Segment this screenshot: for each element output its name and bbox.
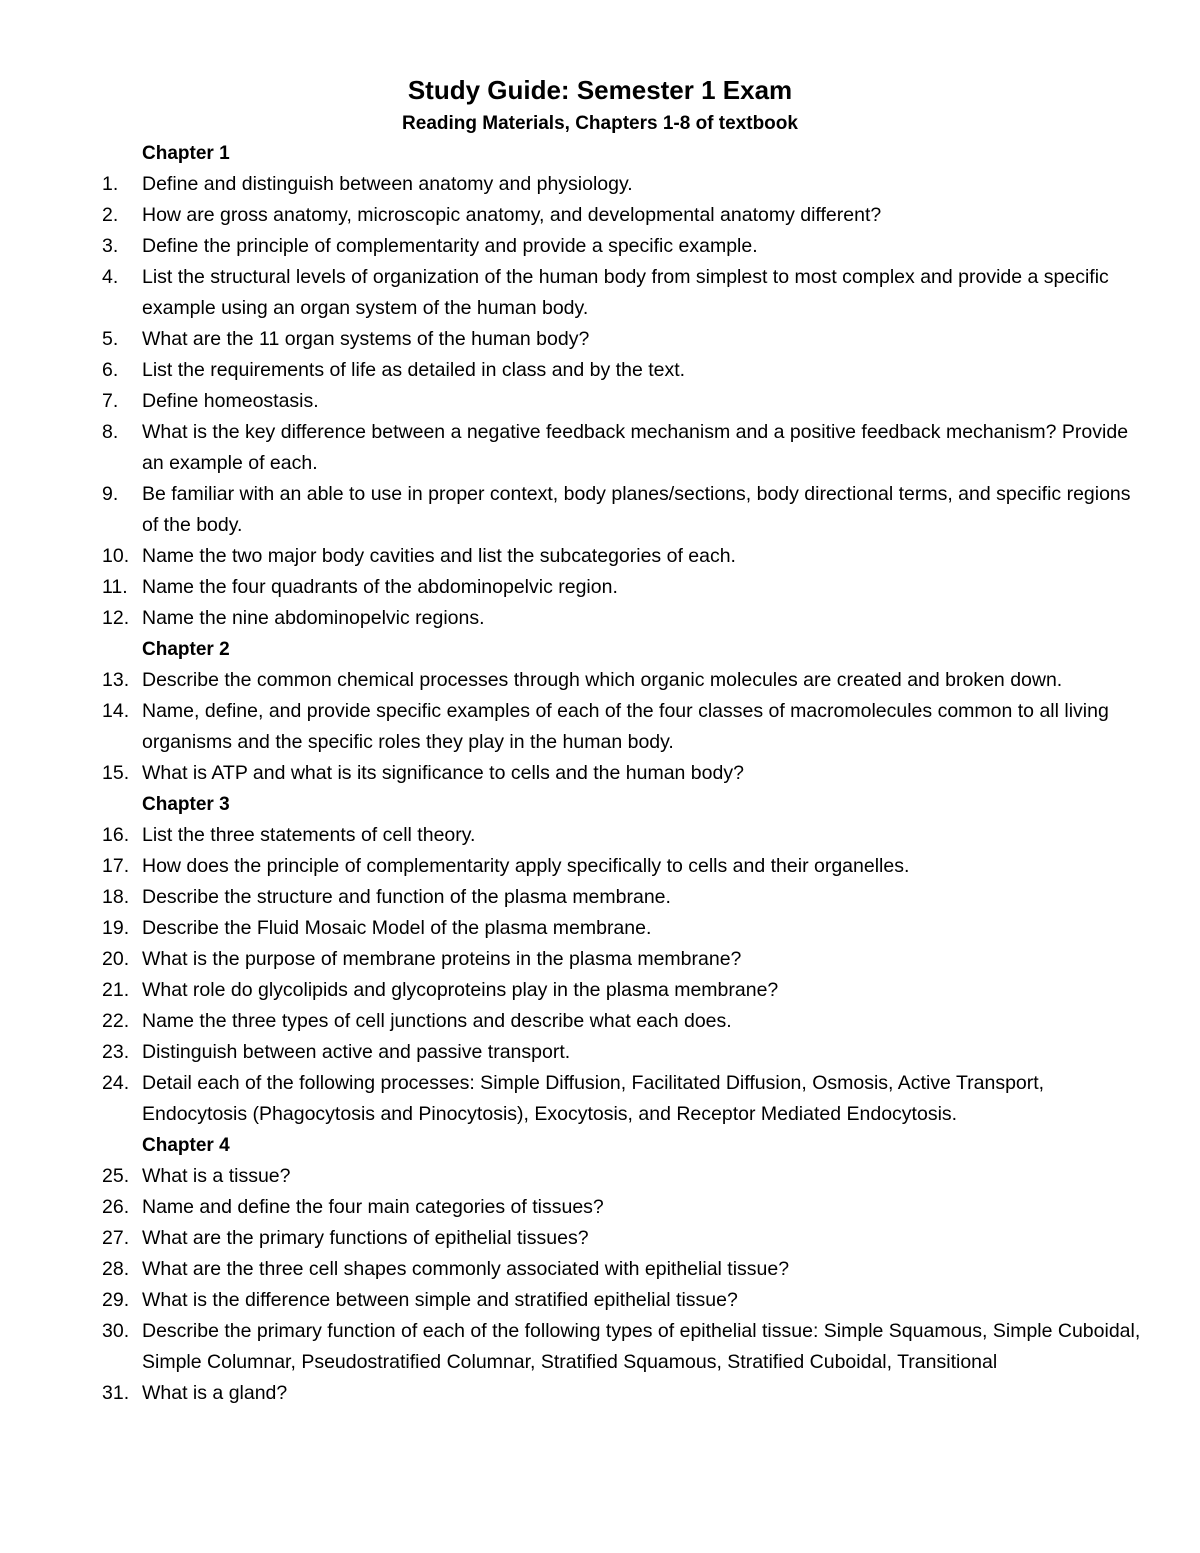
question-number: 17. (102, 855, 130, 877)
question-number: 24. (102, 1072, 130, 1094)
question-item (0, 758, 1142, 789)
question-list (0, 138, 1200, 1409)
question-text: Define homeostasis. (142, 390, 319, 412)
question-item (0, 882, 1142, 913)
question-text: How are gross anatomy, microscopic anatomy, and developmental anatomy different? (142, 204, 882, 226)
question-item (0, 603, 1142, 634)
document-title: Study Guide: Semester 1 Exam (407, 75, 793, 105)
question-item (0, 1378, 1142, 1409)
question-item (0, 386, 1142, 417)
question-text: Be familiar with an able to use in proper context, body planes/sections, body directional terms, and specific regions of the body. (142, 483, 1131, 536)
question-text: What is the purpose of membrane proteins in the plasma membrane? (142, 948, 742, 970)
question-number: 19. (102, 917, 130, 939)
question-number: 7. (102, 390, 119, 412)
question-item (0, 355, 1142, 386)
chapter-heading: Chapter 4 (142, 1135, 230, 1156)
question-text: What is a gland? (142, 1382, 288, 1404)
question-number: 29. (102, 1289, 130, 1311)
question-item (0, 324, 1142, 355)
question-item (0, 1068, 1142, 1130)
question-text: List the structural levels of organization of the human body from simplest to most complex and provide a specific example using an organ system of the human body. (142, 266, 1109, 319)
question-item (0, 1316, 1142, 1378)
question-number: 1. (102, 173, 119, 195)
question-item (0, 262, 1142, 324)
question-text: What is the key difference between a negative feedback mechanism and a positive feedback mechanism? Provide an example of each. (142, 421, 1129, 474)
question-number: 16. (102, 824, 130, 846)
question-item (0, 944, 1142, 975)
question-item (0, 913, 1142, 944)
question-text: What is ATP and what is its significance to cells and the human body? (142, 762, 744, 784)
question-item (0, 572, 1142, 603)
question-number: 21. (102, 979, 130, 1001)
question-item (0, 231, 1142, 262)
question-text: Define and distinguish between anatomy and physiology. (142, 173, 633, 195)
question-text: Name the two major body cavities and list the subcategories of each. (142, 545, 736, 567)
question-text: What are the 11 organ systems of the human body? (142, 328, 590, 350)
question-number: 3. (102, 235, 119, 257)
question-text: Describe the structure and function of the plasma membrane. (142, 886, 671, 908)
question-item (0, 1254, 1142, 1285)
question-text: Name the three types of cell junctions and describe what each does. (142, 1010, 732, 1032)
question-item (0, 417, 1142, 479)
question-item (0, 851, 1142, 882)
question-text: Describe the primary function of each of the following types of epithelial tissue: Simple Squamous, Simple Cuboidal, Simple Columnar, Pseudostratified Columnar, Stratified Squamous, Stratified Cuboidal, Transitional (142, 1320, 1141, 1373)
question-text: Name the nine abdominopelvic regions. (142, 607, 485, 629)
question-number: 13. (102, 669, 130, 691)
question-text: Describe the common chemical processes through which organic molecules are created and broken down. (142, 669, 1063, 691)
question-number: 27. (102, 1227, 130, 1249)
question-item (0, 1192, 1142, 1223)
question-text: Name and define the four main categories of tissues? (142, 1196, 604, 1218)
question-text: What is the difference between simple and stratified epithelial tissue? (142, 1289, 738, 1311)
question-number: 10. (102, 545, 130, 567)
document-subtitle: Reading Materials, Chapters 1-8 of textbook (402, 113, 798, 134)
question-item (0, 1223, 1142, 1254)
question-item (0, 1285, 1142, 1316)
question-number: 14. (102, 700, 130, 722)
question-number: 12. (102, 607, 130, 629)
question-number: 5. (102, 328, 119, 350)
question-number: 11. (102, 576, 128, 598)
question-item (0, 696, 1142, 758)
question-number: 2. (102, 204, 119, 226)
question-text: Distinguish between active and passive transport. (142, 1041, 571, 1063)
question-text: Detail each of the following processes: Simple Diffusion, Facilitated Diffusion, Osmosis, Active Transport, Endocytosis (Phagocytosis and Pinocytosis), Exocytosis, and Receptor Mediated Endocytosis. (142, 1072, 1045, 1125)
question-item (0, 975, 1142, 1006)
question-item (0, 820, 1142, 851)
question-text: What are the primary functions of epithelial tissues? (142, 1227, 589, 1249)
question-number: 23. (102, 1041, 130, 1063)
question-number: 20. (102, 948, 130, 970)
question-text: Name, define, and provide specific examples of each of the four classes of macromolecules common to all living organisms and the specific roles they play in the human body. (142, 700, 1109, 753)
question-number: 28. (102, 1258, 130, 1280)
question-item (0, 1161, 1142, 1192)
question-item (0, 200, 1142, 231)
question-text: What is a tissue? (142, 1165, 291, 1187)
question-number: 6. (102, 359, 119, 381)
question-text: List the three statements of cell theory. (142, 824, 476, 846)
question-text: Describe the Fluid Mosaic Model of the plasma membrane. (142, 917, 652, 939)
question-number: 25. (102, 1165, 130, 1187)
question-number: 22. (102, 1010, 130, 1032)
question-number: 26. (102, 1196, 130, 1218)
question-item (0, 479, 1142, 541)
question-number: 18. (102, 886, 130, 908)
question-number: 4. (102, 266, 119, 288)
question-item (0, 1037, 1142, 1068)
question-text: Define the principle of complementarity and provide a specific example. (142, 235, 758, 257)
question-number: 8. (102, 421, 119, 443)
question-text: What role do glycolipids and glycoproteins play in the plasma membrane? (142, 979, 779, 1001)
chapter-heading: Chapter 1 (142, 143, 230, 164)
chapter-heading: Chapter 2 (142, 639, 230, 660)
chapter-heading: Chapter 3 (142, 794, 230, 815)
question-text: How does the principle of complementarity apply specifically to cells and their organelles. (142, 855, 910, 877)
question-number: 9. (102, 483, 119, 505)
question-item (0, 169, 1142, 200)
question-number: 15. (102, 762, 130, 784)
question-number: 31. (102, 1382, 130, 1404)
question-item (0, 665, 1142, 696)
question-number: 30. (102, 1320, 130, 1342)
question-text: List the requirements of life as detailed in class and by the text. (142, 359, 686, 381)
question-text: Name the four quadrants of the abdominopelvic region. (142, 576, 618, 598)
question-item (0, 541, 1142, 572)
question-text: What are the three cell shapes commonly associated with epithelial tissue? (142, 1258, 790, 1280)
question-item (0, 1006, 1142, 1037)
